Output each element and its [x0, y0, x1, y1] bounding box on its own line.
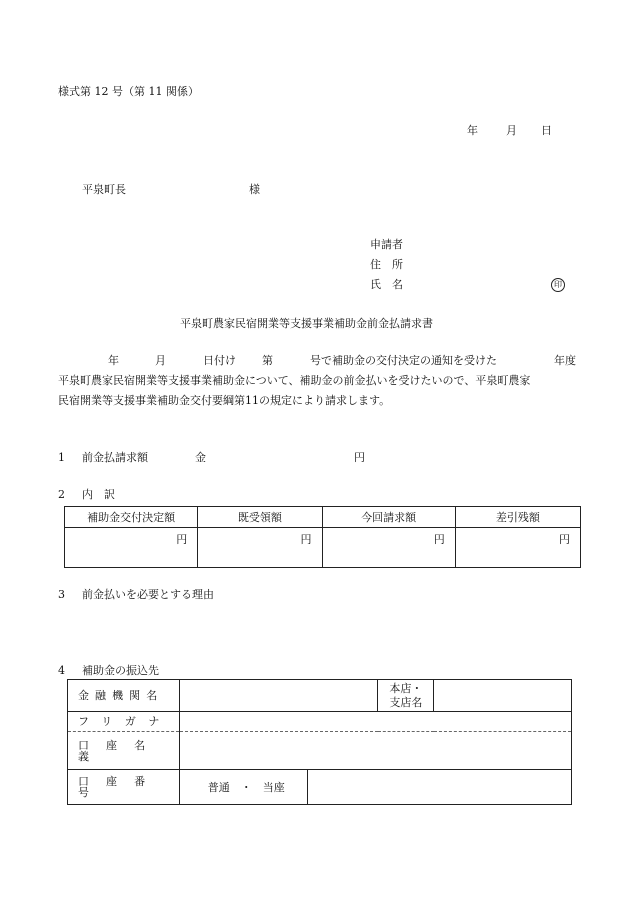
section3-number: 3	[58, 588, 65, 601]
furigana-label: フリガナ	[78, 715, 173, 728]
branch-label-1: 本店・	[389, 681, 423, 695]
holder-input[interactable]	[179, 732, 571, 770]
applicant-label: 申請者	[370, 238, 403, 251]
addressee-honorific: 様	[249, 183, 260, 196]
header-current-request: 今回請求額	[322, 507, 455, 528]
body-no-suffix: 号で補助金の交付決定の通知を受けた	[310, 354, 497, 367]
body-line-3: 民宿開業等支援事業補助金交付要綱第11の規定により請求します。	[58, 394, 391, 407]
form-number: 様式第 12 号（第 11 関係）	[58, 85, 199, 98]
holder-label-cell	[68, 732, 180, 770]
number-label: 口座番号	[78, 775, 163, 799]
account-type-select[interactable]: 普通 ・ 当座	[180, 770, 308, 804]
header-balance: 差引残額	[455, 507, 580, 528]
header-decided-amount: 補助金交付決定額	[65, 507, 198, 528]
section4-label: 補助金の振込先	[82, 664, 159, 677]
furigana-label-cell	[68, 712, 180, 732]
received-amount-cell[interactable]	[198, 528, 322, 568]
bank-name-input[interactable]	[179, 680, 378, 712]
header-received-amount: 既受領額	[198, 507, 322, 528]
section3-label: 前金払いを必要とする理由	[82, 588, 214, 601]
body-date-suffix: 日付け	[203, 354, 236, 367]
holder-label: 口座名義	[78, 738, 163, 763]
unit-yen: 円	[433, 533, 445, 546]
current-request-cell[interactable]	[322, 528, 455, 568]
section4-number: 4	[58, 664, 65, 677]
section1-yen: 円	[354, 451, 365, 464]
number-label-cell	[68, 770, 180, 805]
balance-cell[interactable]	[455, 528, 580, 568]
document-title: 平泉町農家民宿開業等支援事業補助金前金払請求書	[180, 317, 433, 330]
body-line-2: 平泉町農家民宿開業等支援事業補助金について、補助金の前金払いを受けたいので、平泉町農家	[58, 374, 531, 387]
applicant-name-label: 氏 名	[370, 278, 403, 291]
body-month: 月	[155, 354, 166, 367]
seal-mark: 印	[551, 278, 565, 292]
unit-yen: 円	[176, 533, 188, 546]
body-year: 年	[108, 354, 119, 367]
date-day: 日	[541, 124, 552, 137]
applicant-address-label: 住 所	[370, 258, 403, 271]
branch-label-2: 支店名	[389, 695, 423, 709]
section1-number: 1	[58, 451, 65, 464]
breakdown-table	[64, 506, 581, 568]
bank-label: 金融機関名	[78, 689, 164, 702]
number-row	[179, 770, 571, 805]
date-year: 年	[467, 124, 478, 137]
addressee-name: 平泉町長	[82, 183, 126, 196]
section1-label: 前金払請求額	[82, 451, 148, 464]
furigana-input[interactable]	[179, 712, 571, 732]
section2-label: 内 訳	[82, 488, 115, 501]
bank-label-cell	[68, 680, 180, 712]
body-fiscal-year: 年度	[554, 354, 576, 367]
account-number-input[interactable]	[308, 770, 571, 804]
body-no-prefix: 第	[262, 354, 273, 367]
branch-name-input[interactable]	[434, 680, 572, 712]
section1-kin: 金	[195, 451, 206, 464]
bank-account-table	[67, 679, 572, 805]
decided-amount-cell[interactable]	[65, 528, 198, 568]
unit-yen: 円	[559, 533, 570, 546]
section2-number: 2	[58, 488, 65, 501]
unit-yen: 円	[300, 533, 312, 546]
date-month: 月	[506, 124, 517, 137]
branch-label-cell	[378, 680, 434, 712]
